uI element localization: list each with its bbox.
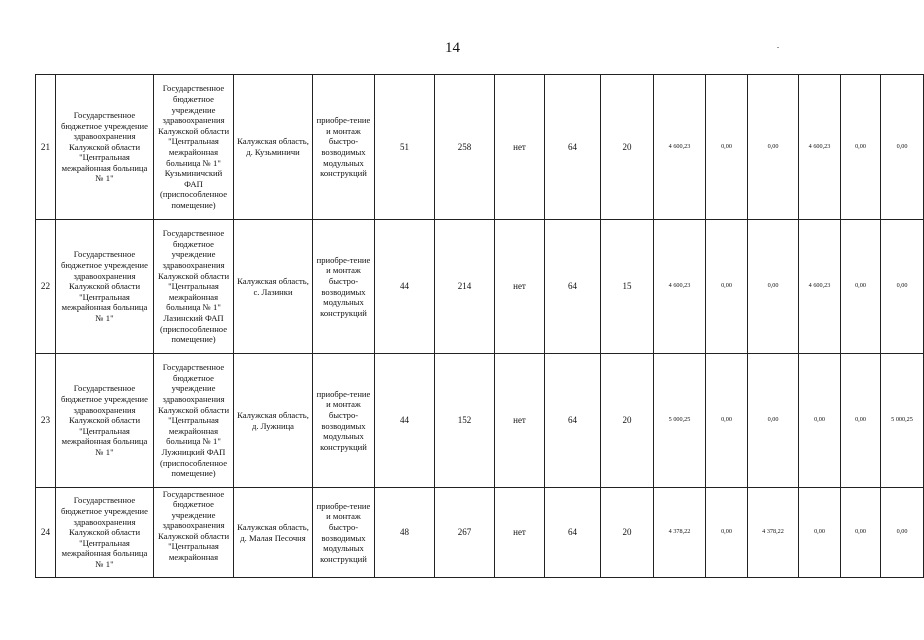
amount-cell: 4 600,23 (799, 75, 841, 220)
value-cell: 20 (601, 75, 654, 220)
facilities-table (35, 74, 924, 578)
value-cell: 51 (375, 75, 435, 220)
amount-cell: 0,00 (881, 220, 924, 354)
value-cell: 267 (435, 488, 495, 578)
amount-cell: 0,00 (881, 75, 924, 220)
value-cell: 15 (601, 220, 654, 354)
table-row (36, 220, 924, 354)
row-number: 21 (36, 75, 56, 220)
amount-cell: 5 000,25 (881, 354, 924, 488)
value-cell: нет (495, 488, 545, 578)
amount-cell: 4 600,23 (654, 220, 706, 354)
amount-cell: 0,00 (748, 354, 799, 488)
row-number: 22 (36, 220, 56, 354)
institution-cell: Государственное бюджетное учреждение здравоохранения Калужской области "Центральная межрайонная больница № 1" (56, 354, 154, 488)
amount-cell: 0,00 (706, 354, 748, 488)
location-cell: Калужская область, д. Кузьминичи (234, 75, 313, 220)
location-cell: Калужская область, д. Малая Песочня (234, 488, 313, 578)
value-cell: 214 (435, 220, 495, 354)
object-cell: Государственное бюджетное учреждение здравоохранения Калужской области "Центральная межрайонная больница № 1" Кузьминичский ФАП (приспособленное помещение) (154, 75, 234, 220)
amount-cell: 5 000,25 (654, 354, 706, 488)
value-cell: 64 (545, 75, 601, 220)
action-cell: приобре-тение и монтаж быстро-возводимых модульных конструкций (313, 75, 375, 220)
amount-cell: 0,00 (706, 488, 748, 578)
amount-cell: 0,00 (706, 75, 748, 220)
institution-cell: Государственное бюджетное учреждение здравоохранения Калужской области "Центральная межрайонная больница № 1" (56, 75, 154, 220)
action-cell: приобре-тение и монтаж быстро-возводимых модульных конструкций (313, 354, 375, 488)
amount-cell: 0,00 (881, 488, 924, 578)
table-row (36, 354, 924, 488)
action-cell: приобре-тение и монтаж быстро-возводимых модульных конструкций (313, 488, 375, 578)
value-cell: нет (495, 354, 545, 488)
object-cell: Государственное бюджетное учреждение здравоохранения Калужской области "Центральная межрайонная больница № 1" Лазинский ФАП (приспособленное помещение) (154, 220, 234, 354)
amount-cell: 0,00 (706, 220, 748, 354)
value-cell: 44 (375, 354, 435, 488)
amount-cell: 0,00 (841, 220, 881, 354)
institution-cell: Государственное бюджетное учреждение здравоохранения Калужской области "Центральная межрайонная больница № 1" (56, 488, 154, 578)
location-cell: Калужская область, с. Лазинки (234, 220, 313, 354)
amount-cell: 0,00 (841, 75, 881, 220)
institution-cell: Государственное бюджетное учреждение здравоохранения Калужской области "Центральная межрайонная больница № 1" (56, 220, 154, 354)
table-row (36, 75, 924, 220)
value-cell: 64 (545, 354, 601, 488)
location-cell: Калужская область, д. Лужница (234, 354, 313, 488)
value-cell: 20 (601, 488, 654, 578)
amount-cell: 0,00 (748, 220, 799, 354)
amount-cell: 0,00 (841, 488, 881, 578)
row-number: 24 (36, 488, 56, 578)
amount-cell: 4 600,23 (799, 220, 841, 354)
scan-speck (777, 47, 779, 48)
value-cell: нет (495, 220, 545, 354)
value-cell: 44 (375, 220, 435, 354)
amount-cell: 0,00 (799, 488, 841, 578)
row-number: 23 (36, 354, 56, 488)
page-number: 14 (445, 40, 460, 56)
amount-cell: 0,00 (748, 75, 799, 220)
amount-cell: 4 378,22 (654, 488, 706, 578)
value-cell: 258 (435, 75, 495, 220)
value-cell: 20 (601, 354, 654, 488)
table-row (36, 488, 924, 578)
value-cell: 64 (545, 220, 601, 354)
amount-cell: 4 378,22 (748, 488, 799, 578)
amount-cell: 0,00 (841, 354, 881, 488)
object-cell-text: Государственное бюджетное учреждение здравоохранения Калужской области "Центральная межрайонная (157, 488, 230, 563)
action-cell: приобре-тение и монтаж быстро-возводимых модульных конструкций (313, 220, 375, 354)
value-cell: 48 (375, 488, 435, 578)
amount-cell: 0,00 (799, 354, 841, 488)
amount-cell: 4 600,23 (654, 75, 706, 220)
object-cell: Государственное бюджетное учреждение здравоохранения Калужской области "Центральная межрайонная больница № 1" Лужницкий ФАП (приспособленное помещение) (154, 354, 234, 488)
object-cell (154, 488, 234, 578)
value-cell: нет (495, 75, 545, 220)
value-cell: 64 (545, 488, 601, 578)
value-cell: 152 (435, 354, 495, 488)
